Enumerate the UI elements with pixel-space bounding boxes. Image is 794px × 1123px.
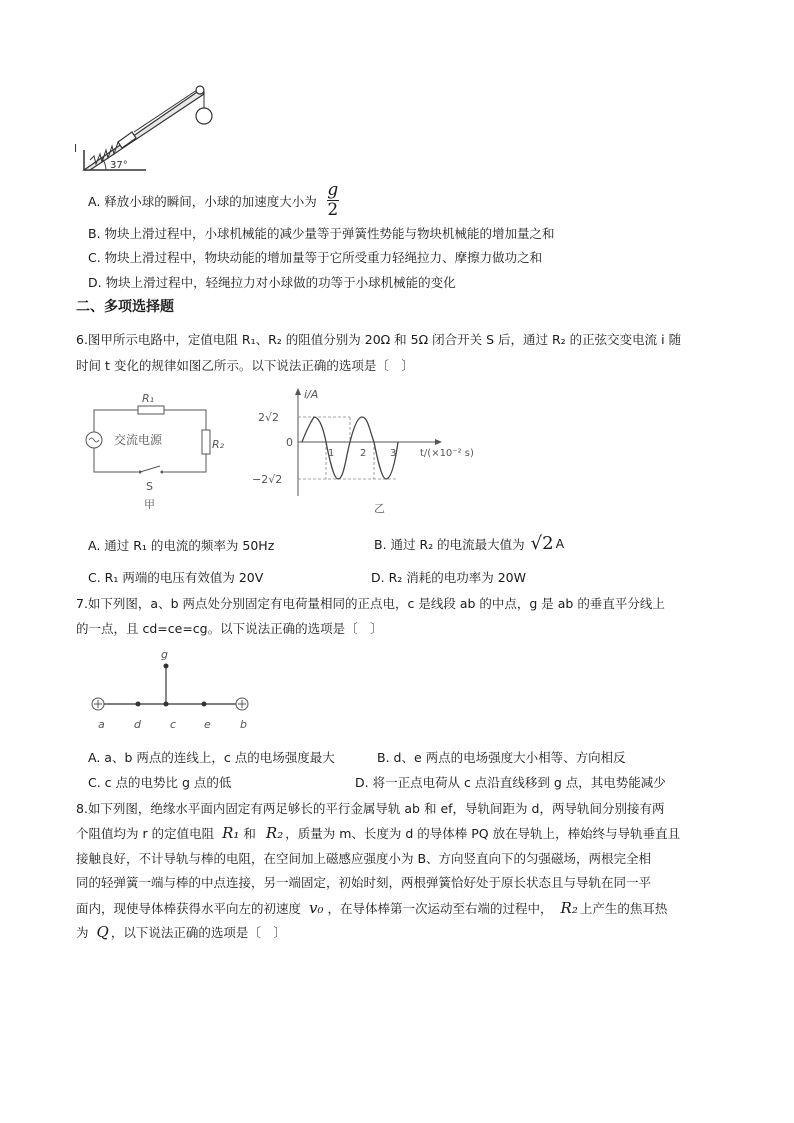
q8-stem-line4: 同的轻弹簧一端与棒的中点连接，另一端固定，初始时刻，两根弹簧恰好处于原长状态且与导轨在同一平 bbox=[76, 875, 652, 890]
q8-line2-text-a: 个阻值均为 r 的定值电阻 bbox=[76, 826, 215, 841]
q8-line5-text-c: 上产生的焦耳热 bbox=[579, 901, 668, 916]
q6-option-d: D. R₂ 消耗的电功率为 20W bbox=[371, 570, 526, 585]
q6-stem-line1: 6.图甲所示电路中，定值电阻 R₁、R₂ 的阻值分别为 20Ω 和 5Ω 闭合开关 S 后，通过 R₂ 的正弦交变电流 i 随 bbox=[76, 332, 682, 347]
graph-t1-label: 1 bbox=[328, 448, 335, 459]
q7-stem-line2: 的一点，且 cd=ce=cg。以下说法正确的选项是〔 〕 bbox=[76, 621, 383, 636]
fraction-denominator: 2 bbox=[327, 200, 339, 220]
q7-option-b: B. d、e 两点的电场强度大小相等、方向相反 bbox=[377, 750, 626, 765]
current-graph-yi bbox=[250, 386, 490, 518]
label-b: b bbox=[240, 718, 247, 731]
rope-incline bbox=[134, 88, 200, 132]
resistor-r2-label: R₂ bbox=[212, 438, 224, 451]
q5-option-b: B. 物块上滑过程中，小球机械能的减少量等于弹簧性势能与物块机械能的增加量之和 bbox=[88, 226, 555, 241]
q8-line5-text-b: ，在导体棒第一次运动至右端的过程中， bbox=[327, 901, 553, 916]
q7-option-d: D. 将一正点电荷从 c 点沿直线移到 g 点，其电势能减少 bbox=[355, 775, 666, 790]
ac-source-label: 交流电源 bbox=[114, 433, 163, 447]
q8-stem-line6 bbox=[76, 922, 286, 942]
q5-option-a-text: A. 释放小球的瞬间，小球的加速度大小为 bbox=[88, 193, 317, 209]
q8-stem-line5 bbox=[76, 898, 667, 918]
resistor-r1 bbox=[138, 406, 164, 414]
q8-line5-text-a: 面内，现使导体棒获得水平向左的初速度 bbox=[76, 901, 302, 916]
label-c: c bbox=[170, 718, 177, 731]
resistor-r1-label: R₁ bbox=[142, 392, 155, 405]
q8-line2-text-c: ，质量为 m、长度为 d 的导体棒 PQ 放在导轨上，棒始终与导轨垂直且 bbox=[285, 826, 681, 841]
q6-option-c: C. R₁ 两端的电压有效值为 20V bbox=[88, 570, 264, 585]
charges-figure bbox=[84, 644, 264, 736]
q8-line6-text-b: ，以下说法正确的选项是〔 〕 bbox=[110, 925, 286, 940]
figure-mark: l bbox=[74, 142, 78, 155]
point-c bbox=[164, 702, 169, 707]
graph-y-arrow bbox=[295, 388, 301, 395]
q8-v0: v₀ bbox=[309, 899, 324, 917]
q5-option-c: C. 物块上滑过程中，物块动能的增加量等于它所受重力轻绳拉力、摩擦力做功之和 bbox=[88, 250, 543, 265]
label-a: a bbox=[98, 718, 105, 731]
q7-option-c: C. c 点的电势比 g 点的低 bbox=[88, 775, 232, 790]
hanging-ball bbox=[196, 108, 212, 124]
graph-zero-label: 0 bbox=[286, 436, 293, 449]
section-title: 二、多项选择题 bbox=[76, 299, 174, 315]
fraction-g-over-2 bbox=[327, 182, 339, 219]
figure-caption-yi: 乙 bbox=[374, 502, 385, 515]
q6-option-b-unit: A bbox=[555, 536, 565, 551]
fraction-numerator: g bbox=[327, 180, 339, 200]
q8-r1: R₁ bbox=[222, 824, 240, 842]
graph-sine-curve bbox=[302, 417, 398, 479]
switch-label: S bbox=[146, 480, 153, 493]
graph-y-top-label: 2√2 bbox=[258, 411, 280, 424]
q8-stem-line1: 8.如下列图，绝缘水平面内固定有两足够长的平行金属导轨 ab 和 ef，导轨间距为 d，两导轨间分别接有两 bbox=[76, 801, 665, 816]
sqrt-value: √2 bbox=[530, 533, 554, 554]
q7-option-a: A. a、b 两点的连线上，c 点的电场强度最大 bbox=[88, 750, 335, 765]
graph-y-axis-label: i/A bbox=[304, 388, 319, 401]
circuit-figure-jia bbox=[84, 388, 224, 514]
point-g bbox=[164, 664, 169, 669]
q8-r2: R₂ bbox=[265, 824, 284, 842]
q8-stem-line2 bbox=[76, 823, 680, 843]
q8-r2-heat: R₂ bbox=[560, 899, 578, 917]
figure-caption-jia: 甲 bbox=[144, 498, 155, 511]
q8-stem-line3: 接触良好，不计导轨与棒的电阻，在空间加上磁感应强度小为 B、方向竖直向下的匀强磁场，两根完全相 bbox=[76, 851, 652, 866]
q8-line6-text-a: 为 bbox=[76, 925, 89, 940]
point-d bbox=[136, 702, 141, 707]
label-e: e bbox=[204, 718, 211, 731]
angle-label: 37° bbox=[110, 160, 128, 171]
q8-line2-text-b: 和 bbox=[243, 826, 256, 841]
q5-option-d: D. 物块上滑过程中，轻绳拉力对小球做的功等于小球机械能的变化 bbox=[88, 275, 456, 290]
graph-y-bottom-label: −2√2 bbox=[252, 473, 283, 486]
graph-x-axis-label: t/(×10⁻² s) bbox=[420, 448, 474, 459]
label-g: g bbox=[161, 648, 168, 661]
q6-option-a: A. 通过 R₁ 的电流的频率为 50Hz bbox=[88, 538, 275, 553]
q6-option-b bbox=[374, 533, 564, 554]
q8-q: Q bbox=[96, 923, 109, 941]
q6-stem-line2: 时间 t 变化的规律如图乙所示。以下说法正确的选项是〔 〕 bbox=[76, 358, 414, 373]
q5-option-a bbox=[88, 182, 339, 219]
label-d: d bbox=[134, 718, 141, 731]
point-e bbox=[202, 702, 207, 707]
graph-x-arrow bbox=[435, 439, 442, 445]
switch-contact bbox=[161, 471, 164, 474]
incline-figure bbox=[70, 80, 220, 180]
graph-t2-label: 2 bbox=[360, 448, 367, 459]
q7-stem-line1: 7.如下列图，a、b 两点处分别固定有电荷量相同的正点电，c 是线段 ab 的中点，g 是 ab 的垂直平分线上 bbox=[76, 596, 665, 611]
pulley bbox=[196, 86, 204, 94]
resistor-r2 bbox=[202, 430, 210, 454]
graph-t3-label: 3 bbox=[390, 448, 397, 459]
switch-pivot bbox=[139, 471, 142, 474]
q6-option-b-text: B. 通过 R₂ 的电流最大值为 bbox=[374, 536, 525, 552]
